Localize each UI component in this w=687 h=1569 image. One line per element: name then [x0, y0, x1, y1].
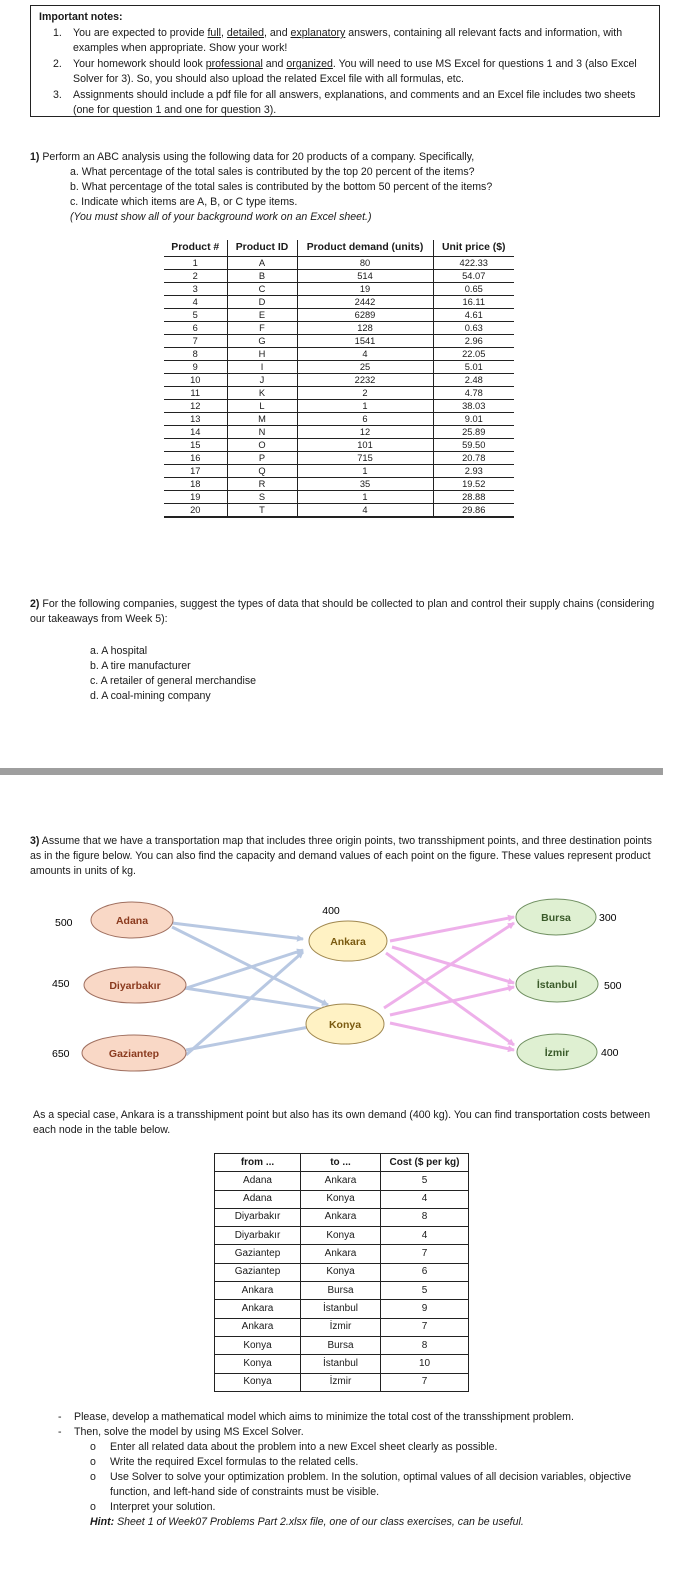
task-item: - Please, develop a mathematical model which aims to minimize the total cost of the transshipment problem.	[58, 1410, 660, 1425]
special-case-text: As a special case, Ankara is a transshipment point but also has its own demand (400 kg). You can find transportation costs between each node in the table below.	[33, 1109, 651, 1137]
cell-unit-price: 2.96	[433, 334, 514, 347]
cell-product-number: 18	[164, 477, 227, 490]
cell-from: Konya	[215, 1336, 301, 1354]
node-value-adana: 500	[55, 917, 73, 929]
cell-to: Bursa	[301, 1336, 381, 1354]
cell-from: Konya	[215, 1373, 301, 1391]
cell-product-id: G	[227, 334, 297, 347]
cell-unit-price: 9.01	[433, 412, 514, 425]
node-label-konya: Konya	[328, 1019, 362, 1031]
cell-to: Konya	[301, 1263, 381, 1281]
cell-product-id: O	[227, 438, 297, 451]
q1-sub-c: c. Indicate which items are A, B, or C type items.	[70, 196, 298, 209]
note-keyword-explanatory: explanatory	[290, 27, 346, 40]
outbound-arrows	[384, 917, 514, 1050]
table-row	[164, 308, 514, 321]
node-value-gaziantep: 650	[52, 1048, 70, 1060]
cell-unit-price: 19.52	[433, 477, 514, 490]
hint-label: Hint:	[90, 1516, 115, 1529]
cell-unit-price: 16.11	[433, 295, 514, 308]
cell-product-number: 16	[164, 451, 227, 464]
node-bursa	[516, 899, 617, 935]
cell-from: Ankara	[215, 1300, 301, 1318]
table-row	[215, 1282, 469, 1300]
table-row	[164, 295, 514, 308]
table-row	[215, 1318, 469, 1336]
note-number: 3.	[53, 89, 62, 102]
node-label-ankara: Ankara	[330, 936, 366, 948]
q2-number: 2)	[30, 598, 40, 610]
step-item: o Interpret your solution.	[90, 1500, 660, 1515]
arrow-diyarbakir-konya	[165, 985, 328, 1010]
note-number: 2.	[53, 58, 62, 71]
cell-product-number: 20	[164, 503, 227, 517]
cell-product-demand: 2442	[297, 295, 433, 308]
cell-to: İstanbul	[301, 1300, 381, 1318]
cell-to: Konya	[301, 1227, 381, 1245]
cell-unit-price: 0.63	[433, 321, 514, 334]
notes-title: Important notes:	[39, 11, 123, 23]
inbound-arrows	[165, 923, 328, 1055]
cell-unit-price: 422.33	[433, 256, 514, 269]
note-item-3	[49, 88, 651, 118]
cell-unit-price: 28.88	[433, 490, 514, 503]
table-row	[215, 1208, 469, 1226]
node-value-ankara: 400	[322, 905, 340, 917]
cell-product-number: 15	[164, 438, 227, 451]
cell-unit-price: 0.65	[433, 282, 514, 295]
table-row	[164, 425, 514, 438]
table-row	[215, 1245, 469, 1263]
cell-product-number: 9	[164, 360, 227, 373]
arrow-ankara-izmir	[386, 953, 514, 1045]
header-product-id: Product ID	[227, 240, 297, 256]
cell-product-demand: 514	[297, 269, 433, 282]
cell-product-id: L	[227, 399, 297, 412]
cell-from: Gaziantep	[215, 1263, 301, 1281]
cell-product-number: 17	[164, 464, 227, 477]
cell-product-demand: 2	[297, 386, 433, 399]
node-izmir	[517, 1034, 619, 1070]
cell-cost: 5	[381, 1282, 469, 1300]
table-row	[164, 321, 514, 334]
cell-cost: 9	[381, 1300, 469, 1318]
step-item: o Use Solver to solve your optimization problem. In the solution, optimal values of all decision variables, objective function, and left-hand side of constraints must be visible.	[90, 1470, 660, 1500]
cell-from: Gaziantep	[215, 1245, 301, 1263]
cell-product-demand: 12	[297, 425, 433, 438]
cell-product-number: 3	[164, 282, 227, 295]
table-row	[215, 1263, 469, 1281]
cell-product-demand: 6289	[297, 308, 433, 321]
cell-unit-price: 5.01	[433, 360, 514, 373]
cell-product-demand: 6	[297, 412, 433, 425]
note-text: You are expected to provide	[73, 27, 208, 40]
cell-product-demand: 19	[297, 282, 433, 295]
note-keyword-professional: professional	[205, 58, 263, 71]
cell-from: Konya	[215, 1355, 301, 1373]
cell-product-demand: 128	[297, 321, 433, 334]
cell-product-id: D	[227, 295, 297, 308]
cell-product-id: N	[227, 425, 297, 438]
note-text: and	[262, 58, 287, 71]
q3-lead	[30, 834, 658, 879]
cell-product-id: R	[227, 477, 297, 490]
node-label-diyarbakir: Diyarbakır	[109, 980, 161, 992]
table-row	[164, 490, 514, 503]
important-notes-box	[30, 5, 660, 117]
table-row	[164, 477, 514, 490]
arrow-ankara-istanbul	[392, 947, 514, 983]
q2-text: For the following companies, suggest the types of data that should be collected to plan and control their supply chains (considering our takeaways from Week 5):	[30, 598, 655, 626]
hint-text: Sheet 1 of Week07 Problems Part 2.xlsx file, one of our class exercises, can be useful.	[114, 1516, 524, 1529]
note-text: Assignments should include a pdf file for all answers, explanations, and comments and an Excel file includes two sheets (one for question 1 and one for question 3).	[73, 89, 636, 117]
product-table	[164, 240, 514, 518]
step-text: Interpret your solution.	[110, 1501, 216, 1514]
question-3	[30, 834, 658, 879]
q2-subquestions	[90, 644, 660, 704]
table-row	[164, 269, 514, 282]
cell-product-demand: 1541	[297, 334, 433, 347]
table-row	[164, 360, 514, 373]
node-adana	[55, 902, 173, 938]
step-text: Use Solver to solve your optimization problem. In the solution, optimal values of all decision variables, objective function, and left-hand side of constraints must be visible.	[110, 1471, 632, 1499]
node-label-izmir: İzmir	[544, 1047, 570, 1059]
note-number: 1.	[53, 27, 62, 40]
cell-from: Ankara	[215, 1282, 301, 1300]
table-row	[164, 282, 514, 295]
cell-from: Adana	[215, 1172, 301, 1190]
cell-cost: 7	[381, 1318, 469, 1336]
cell-from: Adana	[215, 1190, 301, 1208]
node-istanbul	[516, 966, 622, 1002]
table-row	[164, 347, 514, 360]
cell-product-id: H	[227, 347, 297, 360]
table-row	[164, 438, 514, 451]
node-konya	[306, 1004, 384, 1044]
q2-sub-d: d. A coal-mining company	[90, 690, 211, 703]
cell-cost: 7	[381, 1373, 469, 1391]
cell-product-id: F	[227, 321, 297, 334]
q1-subquestions	[70, 165, 660, 225]
cell-to: İzmir	[301, 1318, 381, 1336]
cell-cost: 5	[381, 1172, 469, 1190]
cell-product-number: 11	[164, 386, 227, 399]
arrow-konya-izmir	[390, 1023, 514, 1050]
header-product-number: Product #	[164, 240, 227, 256]
cell-cost: 6	[381, 1263, 469, 1281]
cell-to: Ankara	[301, 1172, 381, 1190]
step-text: Write the required Excel formulas to the related cells.	[110, 1456, 359, 1469]
table-row	[164, 399, 514, 412]
note-text: answers, containing all relevant facts and information, with examples when appropriate. Show your work!	[73, 27, 623, 55]
cell-product-demand: 25	[297, 360, 433, 373]
cell-product-number: 13	[164, 412, 227, 425]
cell-product-number: 4	[164, 295, 227, 308]
cell-cost: 8	[381, 1336, 469, 1354]
cell-product-id: A	[227, 256, 297, 269]
task-text: Then, solve the model by using MS Excel Solver.	[74, 1426, 304, 1439]
node-gaziantep	[52, 1035, 186, 1071]
q1-number: 1)	[30, 151, 40, 163]
cell-product-number: 7	[164, 334, 227, 347]
node-value-diyarbakir: 450	[52, 978, 70, 990]
cell-cost: 10	[381, 1355, 469, 1373]
cell-unit-price: 38.03	[433, 399, 514, 412]
cell-product-number: 10	[164, 373, 227, 386]
cell-unit-price: 20.78	[433, 451, 514, 464]
cell-unit-price: 25.89	[433, 425, 514, 438]
node-diyarbakir	[52, 967, 186, 1003]
cell-product-number: 2	[164, 269, 227, 282]
cell-product-demand: 80	[297, 256, 433, 269]
node-value-izmir: 400	[601, 1047, 619, 1059]
node-label-bursa: Bursa	[541, 912, 571, 924]
cell-unit-price: 4.78	[433, 386, 514, 399]
arrow-ankara-bursa	[390, 917, 514, 941]
cell-from: Ankara	[215, 1318, 301, 1336]
cell-product-demand: 4	[297, 347, 433, 360]
node-label-gaziantep: Gaziantep	[108, 1048, 160, 1060]
cell-product-id: E	[227, 308, 297, 321]
cell-product-number: 5	[164, 308, 227, 321]
table-row	[215, 1300, 469, 1318]
note-text: ,	[221, 27, 227, 40]
cell-product-id: B	[227, 269, 297, 282]
task-text: Please, develop a mathematical model which aims to minimize the total cost of the transshipment problem.	[74, 1411, 574, 1423]
note-keyword-detailed: detailed	[226, 27, 265, 40]
q1-sub-b: b. What percentage of the total sales is contributed by the bottom 50 percent of the items?	[70, 181, 493, 194]
cell-product-number: 14	[164, 425, 227, 438]
cell-product-number: 1	[164, 256, 227, 269]
q1-note: (You must show all of your background work on an Excel sheet.)	[70, 211, 372, 224]
task-item: - Then, solve the model by using MS Excel Solver.	[58, 1425, 660, 1440]
cell-to: Bursa	[301, 1282, 381, 1300]
cell-unit-price: 2.48	[433, 373, 514, 386]
page-divider	[0, 768, 663, 775]
table-row	[215, 1172, 469, 1190]
cell-product-demand: 2232	[297, 373, 433, 386]
q1-lead	[30, 150, 660, 165]
header-cost: Cost ($ per kg)	[381, 1154, 469, 1172]
table-row	[164, 334, 514, 347]
step-item: o Enter all related data about the problem into a new Excel sheet clearly as possible.	[90, 1440, 660, 1455]
cell-product-demand: 1	[297, 464, 433, 477]
table-row	[215, 1227, 469, 1245]
header-from: from ...	[215, 1154, 301, 1172]
note-item-2	[49, 57, 651, 87]
cell-unit-price: 29.86	[433, 503, 514, 517]
cell-unit-price: 2.93	[433, 464, 514, 477]
node-value-istanbul: 500	[604, 980, 622, 992]
note-text: , and	[264, 27, 291, 40]
q1-sub-a: a. What percentage of the total sales is contributed by the top 20 percent of the items?	[70, 166, 475, 179]
cell-product-id: K	[227, 386, 297, 399]
cell-product-number: 12	[164, 399, 227, 412]
cell-product-demand: 101	[297, 438, 433, 451]
cell-to: Konya	[301, 1190, 381, 1208]
cell-unit-price: 59.50	[433, 438, 514, 451]
cell-cost: 8	[381, 1208, 469, 1226]
header-unit-price: Unit price ($)	[433, 240, 514, 256]
table-row	[164, 373, 514, 386]
table-row	[215, 1373, 469, 1391]
node-label-adana: Adana	[115, 915, 149, 927]
product-table-header	[164, 240, 514, 256]
cell-from: Diyarbakır	[215, 1227, 301, 1245]
cell-to: Ankara	[301, 1208, 381, 1226]
note-keyword-full: full	[207, 27, 222, 40]
cell-cost: 4	[381, 1190, 469, 1208]
q2-lead	[30, 597, 660, 627]
q3-text: Assume that we have a transportation map that includes three origin points, two transshipment points, and three destination points as in the figure below. You can also find the capacity and demand values of each point on the figure. These values represent product amounts in units of kg.	[30, 835, 652, 878]
note-item-1	[49, 26, 651, 56]
table-row	[164, 451, 514, 464]
q3-number: 3)	[30, 835, 40, 847]
cell-unit-price: 22.05	[433, 347, 514, 360]
cell-product-number: 19	[164, 490, 227, 503]
table-row	[164, 412, 514, 425]
cell-product-id: T	[227, 503, 297, 517]
cell-from: Diyarbakır	[215, 1208, 301, 1226]
question-1	[30, 150, 660, 225]
notes-list	[39, 26, 651, 118]
table-row	[215, 1190, 469, 1208]
cell-unit-price: 4.61	[433, 308, 514, 321]
cell-product-demand: 715	[297, 451, 433, 464]
cell-product-id: S	[227, 490, 297, 503]
cell-product-number: 6	[164, 321, 227, 334]
q2-sub-c: c. A retailer of general merchandise	[90, 675, 257, 688]
q2-sub-b: b. A tire manufacturer	[90, 660, 191, 673]
node-label-istanbul: İstanbul	[536, 979, 578, 991]
cell-product-id: J	[227, 373, 297, 386]
note-keyword-organized: organized	[286, 58, 333, 71]
note-text: Your homework should look	[73, 58, 206, 71]
cell-unit-price: 54.07	[433, 269, 514, 282]
cell-product-id: Q	[227, 464, 297, 477]
cell-cost: 4	[381, 1227, 469, 1245]
table-row	[164, 503, 514, 517]
cell-product-id: C	[227, 282, 297, 295]
cell-product-demand: 4	[297, 503, 433, 517]
cell-product-demand: 1	[297, 399, 433, 412]
header-to: to ...	[301, 1154, 381, 1172]
cell-product-demand: 35	[297, 477, 433, 490]
q1-text: Perform an ABC analysis using the following data for 20 products of a company. Specifically,	[39, 151, 475, 163]
node-ankara	[309, 905, 387, 961]
transportation-map	[0, 895, 687, 1080]
table-row	[164, 464, 514, 477]
cell-cost: 7	[381, 1245, 469, 1263]
cell-product-demand: 1	[297, 490, 433, 503]
q2-sub-a: a. A hospital	[90, 645, 148, 658]
table-row	[164, 256, 514, 269]
header-product-demand: Product demand (units)	[297, 240, 433, 256]
cell-product-id: M	[227, 412, 297, 425]
cost-table-header	[215, 1154, 469, 1172]
step-text: Enter all related data about the problem into a new Excel sheet clearly as possible.	[110, 1441, 498, 1454]
table-row	[164, 386, 514, 399]
table-row	[215, 1336, 469, 1354]
q3-tasks	[58, 1410, 660, 1530]
cell-product-id: I	[227, 360, 297, 373]
cell-to: İzmir	[301, 1373, 381, 1391]
cell-product-number: 8	[164, 347, 227, 360]
cell-to: İstanbul	[301, 1355, 381, 1373]
table-row	[215, 1355, 469, 1373]
question-2	[30, 597, 660, 704]
node-value-bursa: 300	[599, 912, 617, 924]
hint	[90, 1515, 660, 1530]
cell-product-id: P	[227, 451, 297, 464]
note-text: . You will need to use MS Excel for questions 1 and 3 (also Excel Solver for 3). So, you should also upload the related Excel file with all formulas, etc.	[73, 58, 637, 86]
step-item: o Write the required Excel formulas to the related cells.	[90, 1455, 660, 1470]
cell-to: Ankara	[301, 1245, 381, 1263]
special-case-paragraph	[33, 1108, 658, 1138]
cost-table	[214, 1153, 469, 1392]
